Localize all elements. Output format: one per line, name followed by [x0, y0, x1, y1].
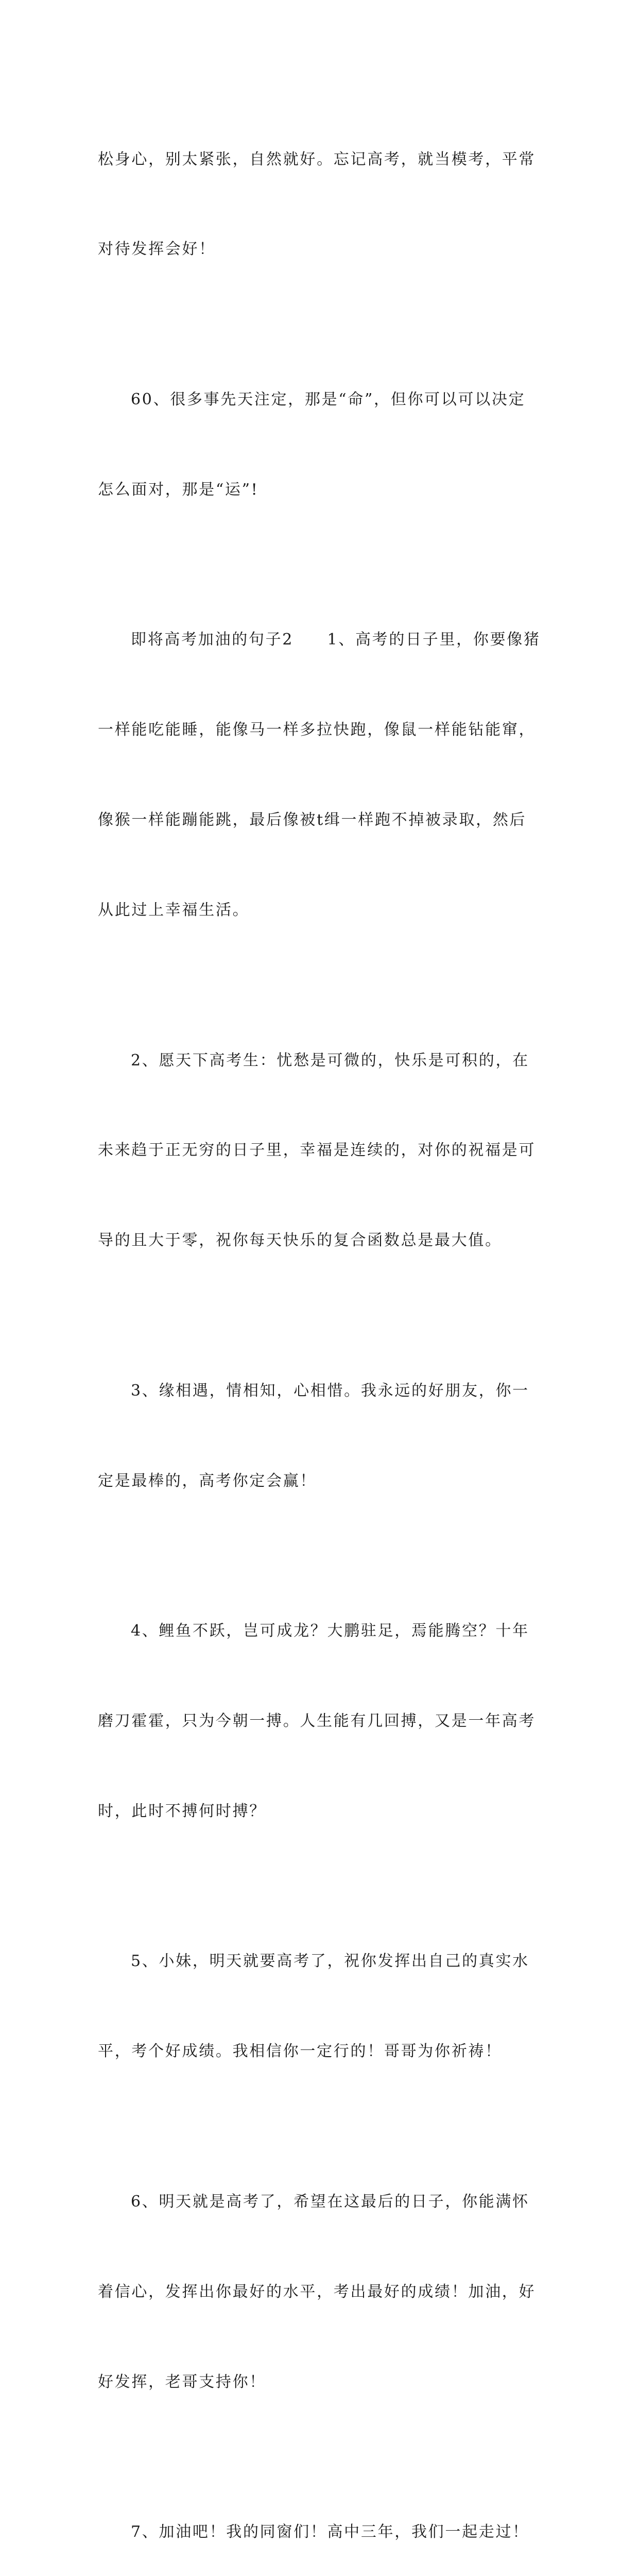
text-line: 导的且大于零，祝你每天快乐的复合函数总是最大值。	[98, 1231, 502, 1250]
paragraph-section-2-item-1	[98, 565, 561, 986]
paragraph-continuation	[98, 84, 561, 325]
text-line: 一样能吃能睡，能像马一样多拉快跑，像鼠一样能钻能窜，	[98, 721, 536, 739]
text-line: 平，考个好成绩。我相信你一定行的！哥哥为你祈祷！	[98, 2042, 502, 2061]
text-line: 好发挥，老哥支持你！	[98, 2372, 266, 2391]
text-line: 磨刀霍霍，只为今朝一搏。人生能有几回搏，又是一年高考	[98, 1712, 536, 1731]
text-line: 着信心，发挥出你最好的水平，考出最好的成绩！加油，好	[98, 2282, 536, 2301]
text-line: 7、加油吧！我的同窗们！高中三年，我们一起走过！	[131, 2523, 529, 2541]
text-line: 4、鲤鱼不跃，岂可成龙？大鹏驻足，焉能腾空？十年	[131, 1622, 529, 1640]
text-line: 从此过上幸福生活。	[98, 901, 250, 920]
text-line: 未来趋于正无穷的日子里，幸福是连续的，对你的祝福是可	[98, 1141, 536, 1160]
text-line: 松身心，别太紧张，自然就好。忘记高考，就当模考，平常	[98, 150, 536, 168]
text-line: 时，此时不搏何时搏？	[98, 1802, 266, 1820]
paragraph-item-7	[98, 2457, 561, 2576]
text-line: 2、愿天下高考生：忧愁是可微的，快乐是可积的，在	[131, 1051, 529, 1070]
text-line: 60、很多事先天注定，那是“命”，但你可以可以决定	[131, 390, 526, 409]
paragraph-item-2	[98, 986, 561, 1316]
paragraph-item-3	[98, 1316, 561, 1556]
paragraph-item-5	[98, 1887, 561, 2127]
paragraph-item-6	[98, 2127, 561, 2457]
paragraph-60	[98, 325, 561, 565]
text-line: 3、缘相遇，情相知，心相惜。我永远的好朋友，你一	[131, 1381, 529, 1400]
text-line: 即将高考加油的句子2 1、高考的日子里，你要像猪	[131, 631, 541, 649]
text-line: 对待发挥会好！	[98, 240, 216, 259]
paragraph-item-4	[98, 1556, 561, 1887]
text-line: 定是最棒的，高考你定会赢！	[98, 1471, 317, 1490]
text-line: 怎么面对，那是“运”!	[98, 480, 259, 499]
text-line: 5、小妹，明天就要高考了，祝你发挥出自己的真实水	[131, 1952, 529, 1971]
document-body	[98, 84, 561, 2576]
text-line: 6、明天就是高考了，希望在这最后的日子，你能满怀	[131, 2192, 529, 2211]
text-line: 像猴一样能蹦能跳，最后像被t缉一样跑不掉被录取，然后	[98, 811, 527, 829]
